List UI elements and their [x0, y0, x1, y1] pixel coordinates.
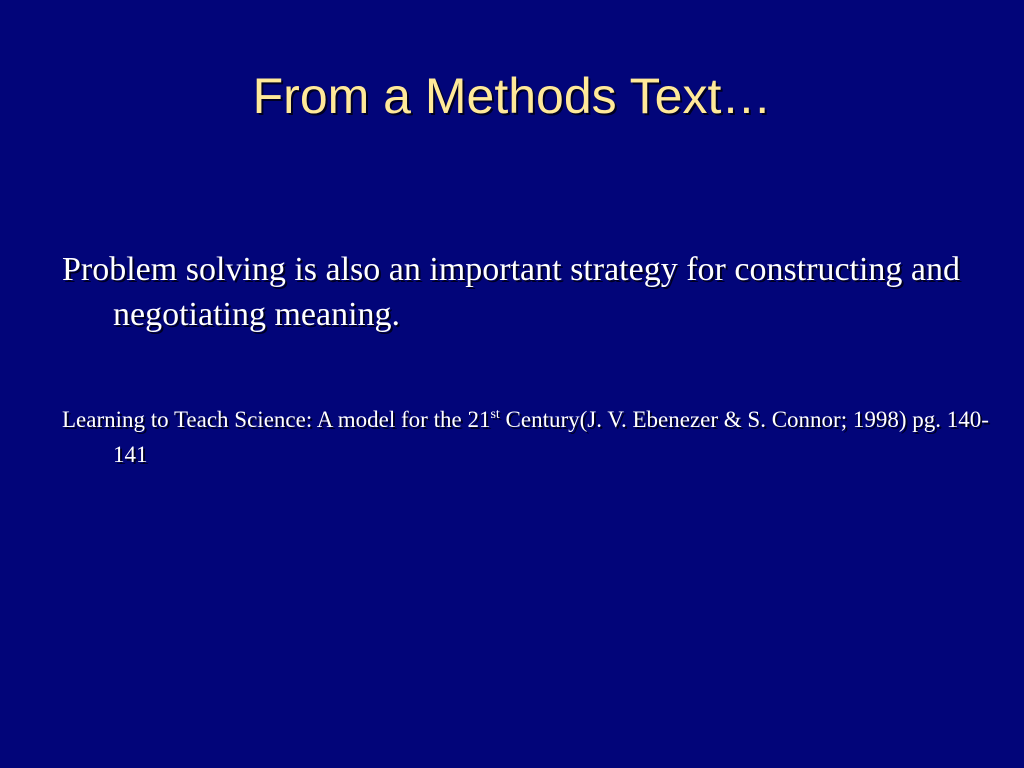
- citation-text-start: Learning to Teach Science: A model for the 21: [62, 407, 491, 432]
- citation-superscript: st: [490, 407, 500, 422]
- slide-title: From a Methods Text…: [252, 68, 772, 124]
- citation-text-end: Century(J. V. Ebenezer & S. Connor; 1998) pg. 140-141: [113, 407, 989, 467]
- citation-paragraph: [62, 402, 993, 472]
- body-paragraph-problem-solving: Problem solving is also an important strategy for constructing and negotiating meaning.: [62, 251, 961, 333]
